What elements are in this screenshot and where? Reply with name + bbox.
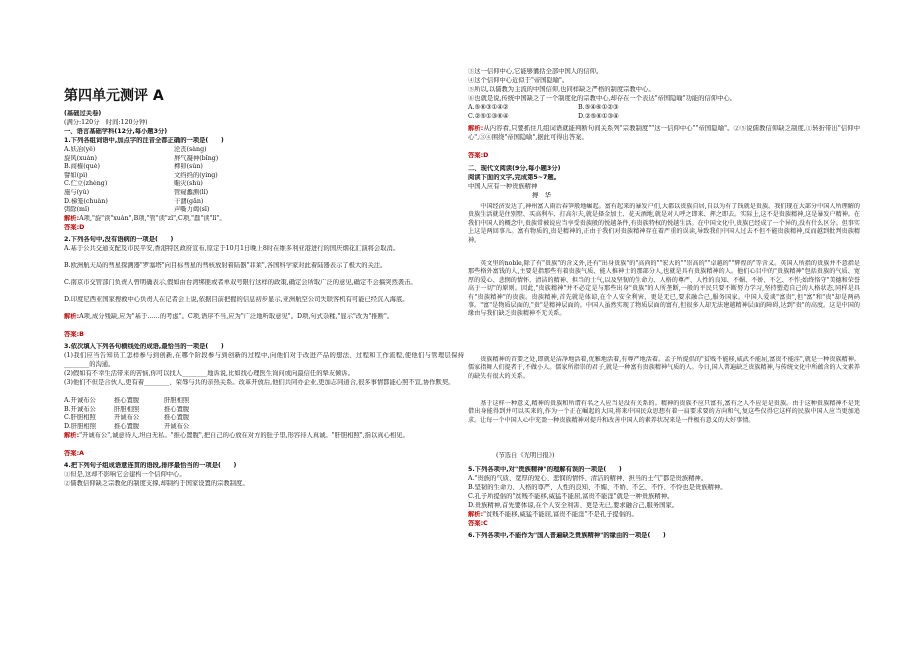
q4-options-row-1: A.⑤⑥③①④② B.⑤④⑥①②③ xyxy=(468,104,619,111)
q6-stem: 6.下列各项中,不能作为"国人普遍缺乏贵族精神"的缘由的一项是( ) xyxy=(468,532,666,539)
q2-explanation: 解析:A项,成分残缺,应为"基于……的考虑"。C项,语序不当,应为"广泛地听取意见"。D项,句式杂糅,"显示"改为"推断"。 xyxy=(64,313,394,320)
q1-row: C.伫立(zhèng) 赈灾(shù) xyxy=(64,180,203,188)
q3-sentence-3: (3)他们不但是合伙人,更有着________、荣辱与共的亲热关系。改革开放后,他们共同办企业,更加志同道合,很多事情都能心照不宣,协作默契。 xyxy=(64,379,455,386)
q3-options xyxy=(64,397,464,431)
q4-sentence-3: ③这一信仰中心,它能够囊括全部中国人的信仰。 xyxy=(468,68,603,75)
q5-explanation: 解析:"贫贱不能移,威猛不能屈,富贵不能淫"不是孔子提倡的。 xyxy=(468,511,638,518)
q3-option-row: D.肝胆相照 推心置腹 开诚布公 xyxy=(64,422,190,430)
q1-row: 譬如(pì) 文绉绉的(yíng) xyxy=(64,171,218,179)
article-paragraph-3: 贵族精神的首要之处,即就是洁净地活着,优雅地活着,有尊严地活着。孟子所提倡的"贫贱不能移,威武不能屈,富贵不能淫",就是一种贵族精神。儒家指舞人们提者于,不做小人。儒家所指崇的君子,就是一种富有贵族精神气质的人。今日,国人普遍缺乏贵族精神,与传统文化中所蕴含的人文素养的缺失有很大的关系。 xyxy=(468,356,860,380)
q1-row: B.商榷(què) 榫卯(sǔn) xyxy=(64,163,203,171)
section-2-heading: 二、现代文阅读(9分,每小题3分) xyxy=(468,165,561,172)
q5-option-a: A."贵族的气质、宽厚的爱心、悲悯的情怀、清洁的精神、担当的士气"都是贵族精神。 xyxy=(468,475,708,482)
level-subtitle: (基础过关卷) xyxy=(64,110,102,117)
q2-answer: 答案:B xyxy=(64,331,84,338)
q2-option-c: C.南京市交管部门负责人曾明确表示,假如由台湾绑匪或者单双号限行这样的政策,确定会所取广泛的意见,确定不会搞突然袭击。 xyxy=(64,279,417,286)
q3-sentence-1: (1)我们应当告知员工怎样参与到创新,在哪个阶段参与到创新的过程中,向他们对于改进产品的想法、过程和工作流程,使他们与管理层保持________的沟通。 xyxy=(64,352,464,368)
article-paragraph-1: 中国经济发达了,神州富人雨后春笋般地崛起。富有起来的暴发户们,大都以贵族自居,自以为有了钱就是贵族。我们现在大部分中国人所理解的贵族生活就是住别墅、买高利车、打高尔夫,就是择金加土、花天酒地,就是对人呼之即来、挥之即去。实际上,这不是贵族精神,这是暴发户精神。在我们中国人的概念中,贵族常被说应当享受贵族般的悦越条件,有贵族特权的悦越生活。在中国文化中,贵族已经成了一个异的,没有什么区分。但事实上这是两回事儿。富有物质的,贵是精神的,正由于我们对贵族精神存在着严重的误读,导致我们中国人过去不但不能贵族精神,反而越到批判贵族精神。 xyxy=(468,203,860,244)
q4-explanation: 解析:从内容看,只要抓住几组词语就能判断句间关系列"宗教制度""这一信仰中心""帝国隐喻"。②⑤说儒教信仰缺乏制度,①转折带出"信仰中心",③④围绕"帝国隐喻",据此可得出答案。 xyxy=(468,125,860,141)
q4-sentence-2: ②儒教信仰缺乏宗教化的制度支撑,却制约于国家设置的宗教制度。 xyxy=(64,480,249,487)
q4-sentence-4: ④这个信仰中心近似于"帝国隐喻"。 xyxy=(468,77,569,84)
q1-row: A.妖冶(yě) 沦丧(sàng) xyxy=(64,146,207,153)
q4-sentence-1: ①但是,这却不影响它会建构一个信仰中心。 xyxy=(64,471,186,478)
q3-option-row: A.开诚布公 推心置腹 肝胆相照 xyxy=(64,397,190,404)
q1-explanation: 解析:A项,"旋"读"xuàn",B项,"管"读"zǐ",C项,"蠢"读"lǐ"。 xyxy=(64,215,226,222)
q1-row: 施与(yǔ) 管窥蠡测(lǐ) xyxy=(64,188,209,196)
q3-explanation: 解析:"开诚布公",诚意待人,坦白无私。"推心置腹",把自己的心放在对方的肚子里,形容待人真诚。"肝胆相照",指以真心相见。 xyxy=(64,432,409,439)
q5-option-c: C.孔子所提倡的"贫贱不能移,威猛不能屈,富贵不能淫"就是一种贵族精神。 xyxy=(468,493,674,500)
q5-stem: 5.下列各项中,对"贵族精神"的理解有误的一项是( ) xyxy=(468,466,622,473)
q1-answer: 答案:D xyxy=(64,224,85,231)
score-time-line: (满分:120分 时间:120分钟) xyxy=(64,119,148,126)
q4-sentence-6: ⑥也就是说,传统中国缺乏了一个制度化的宗教中心,却存在一个表达"帝国隐喻"功能的信仰中心。 xyxy=(468,95,736,102)
q1-row: D.梯笼(chuàn) 干涸(gān) xyxy=(64,197,204,205)
q2-option-b: B.欧洲航天局的彗星探测器"罗塞塔"向目标彗星的彗核放射着陆器"菲莱",各国科学家对此着陆器表示了极大的关注。 xyxy=(64,262,387,269)
article-author: 搏 华 xyxy=(532,192,551,199)
article-title: 中国人应有一种贵族精神 xyxy=(468,183,538,190)
q1-row: 弭除(mǐ) 声嘶力竭(sī) xyxy=(64,206,210,214)
q4-options-row-2: C.②⑤①③⑥④ D.②⑤⑥①③④ xyxy=(468,113,619,120)
q2-option-a: A.基于公共交通支配及市民平安,香港特区政府宣布,原定于10月1日晚上8时在维多利亚港进行的国庆烟花汇演将会取消。 xyxy=(64,245,400,252)
q2-stem: 2.下列各句中,没有语病的一项是( ) xyxy=(64,236,174,243)
q1-stem: 1.下列各组词语中,加点字的注音全都正确的一项是( ) xyxy=(64,137,224,144)
q3-stem: 3.依次填入下列各句横线处的成语,最恰当的一项是( ) xyxy=(64,343,224,350)
page-title: 第四单元测评 A xyxy=(64,88,164,104)
q4-answer: 答案:D xyxy=(468,152,489,159)
q1-row: 旋风(xuán) 屏气凝神(bǐng) xyxy=(64,154,219,162)
article-source: (节选自《光明日报》) xyxy=(496,452,555,459)
q2-option-d: D.印度尼西亚国家搜救中心负责人在记者会上说,依据目前把握的信息初步显示,亚洲航空公司失联客机有可能已经沉入海底。 xyxy=(64,296,409,303)
section-1-heading: 一、语言基础学科(12分,每小题3分) xyxy=(64,128,168,135)
reading-instructions: 阅读下面的文字,完成第5~7题。 xyxy=(468,174,560,181)
q3-option-row: C.肝胆相照 开诚布公 推心置腹 xyxy=(64,414,190,422)
q3-option-row: B.开诚布公 肝胆相照 推心置腹 xyxy=(64,405,190,413)
q4-stem: 4.把下列句子组成语意连贯的语段,排序最恰当的一项是( ) xyxy=(64,462,237,469)
q5-option-d: D.贵族精神,首先要体谅,在个人安全利害、更是无已,要求融合己,服务国家。 xyxy=(468,502,679,509)
q3-sentence-2: (2)假如有不幸生活带来的苦恼,你可以找人________地诉说,比如找心理医生询问或向最信任的挚友倾诉。 xyxy=(64,370,354,377)
q5-answer: 答案:C xyxy=(468,520,488,527)
article-paragraph-2: 英文里的noble,除了有"贵族"的含义外,还有"出身贵族"的"高尚的""宏大的""崇高的""卓越的""辉煌的"等含义。英国人所指的贵族并不意指是那些格外富钱的人,主要是指那些有着贵族气质、能人推神士的那部分人,也就是具有贵族精神的人。他们心目中的"贵族精神"包括贵族的气质、宽厚的爱心、悲悯的情怀、清洁的精神、担当的士气,以及坚韧的生命力、人格的尊严、人性的良知、不媚、不娇、不乞、不怍;始终恪守"美德和荣誉高于一切"的原则。因此,"贵族精神"并不必定是与那些出身"贵族"的人所垄断,一般的平民只要不断努力学习,坚持塑造自己的人格状态,同样是具有"贵族精神"的贵族。贵族精神,首先就是体谅,在个人安全利害、更是无已,要求融合己,服务国家。中国人爱谈"富贵",但"富"和"贵"却是两码事。"富"是物质层面的,"贵"是精神层面的。中国人虽然实现了物质层面的富有,但很多人却无法建越精神层面的障碍,达到"贵"的高度。这是中国的缘由与我们缺乏贵族精神不无关系。 xyxy=(468,260,860,318)
article-paragraph-4: 基于这样一种意义,精神的贵族和所谓有名之人应当是没有关系的。精神的贵族不应只富有,富有之人不应是是贵族。由于这种贵族精神不是凭借出身能得到并可以买来的,作为一个正在崛起的大国,将来中国民众思想有着一肩要求要的方向和气,复这些仅得它这样的民族中国人应当更加追求。让每一个中国人心中充盈一种贵族精神对提升和改善中国人的素养状况来是一件极有意义的大好事情。 xyxy=(468,400,860,424)
q5-option-b: B.坚韧的生命力、人格的尊严、人性的良知、不媚、不娇、不乞、不怍、不怜也是贵族精神。 xyxy=(468,484,727,491)
q1-options xyxy=(64,146,464,215)
q4-sentence-5: ⑤所以,以儒教为主流的中国信仰,也同样缺乏严格的制度宗教中心。 xyxy=(468,86,655,93)
q3-answer: 答案:A xyxy=(64,450,84,457)
